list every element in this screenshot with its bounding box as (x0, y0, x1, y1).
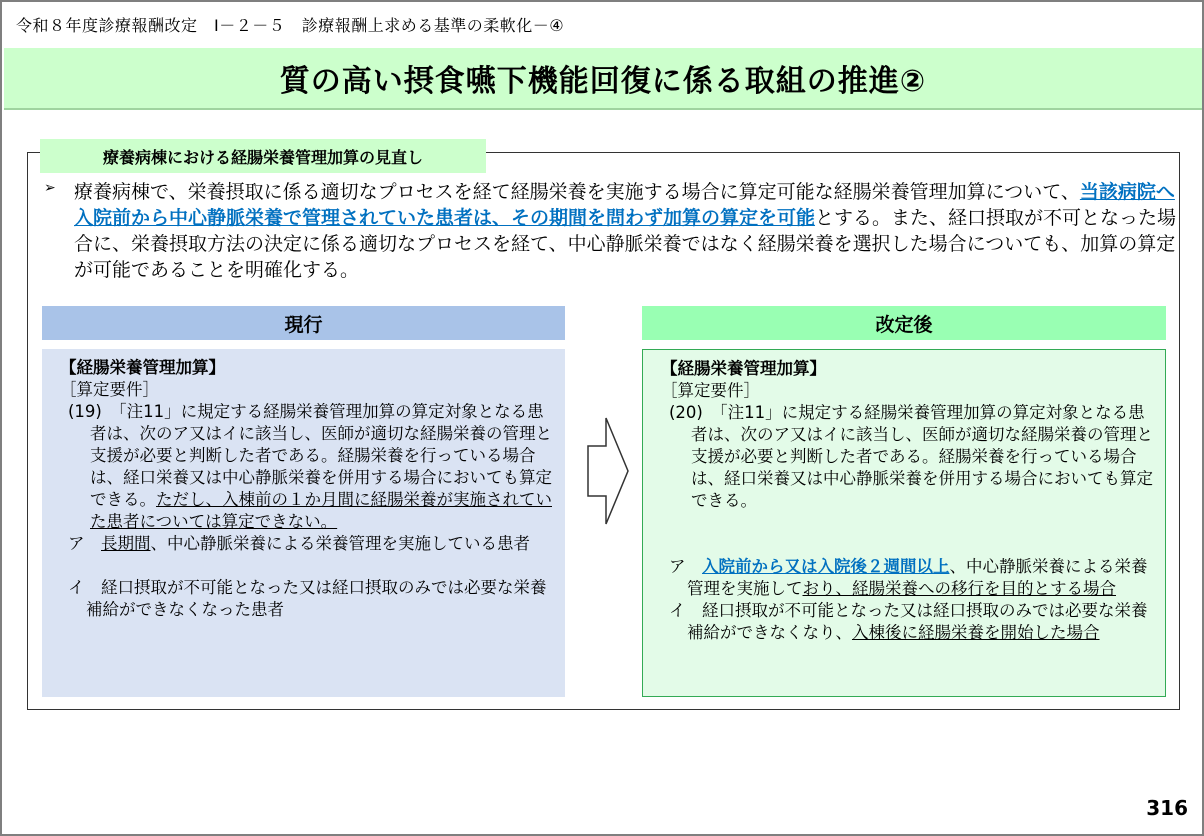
current-item-b: イ 経口摂取が不可能となった又は経口摂取のみでは必要な栄養補給ができなくなった患者 (68, 578, 547, 619)
current-a-underlined: 長期間 (101, 534, 151, 553)
summary-highlight: 当該病院へ入院前から中心静脈栄養で管理されていた患者は、その期間を問わず加算の算定を可能 (74, 181, 1175, 229)
revised-box (642, 349, 1166, 697)
current-item-a (60, 533, 553, 555)
current-a-text: 、中心静脈栄養による栄養管理を実施している患者 (150, 534, 530, 553)
header-label: 令和８年度診療報酬改定 Ⅰ－２－５ 診療報酬上求める基準の柔軟化－④ (16, 16, 565, 35)
revised-item-20: (20) 「注11」に規定する経腸栄養管理加算の算定対象となる患者は、次のア又はイに該当し、医師が適切な経腸栄養の管理と支援が必要と判断した者である。経腸栄養を行っている場合は、経口栄養又は中心静脈栄養を併用する場合においても算定できる。 (669, 403, 1153, 510)
summary-text (74, 179, 1184, 283)
current-heading: 現行 (42, 306, 565, 340)
current-requirement-label: ［算定要件］ (60, 380, 159, 399)
revised-box-title: 【経腸栄養管理加算】 (661, 359, 826, 378)
current-item-text: (19) 「注11」に規定する経腸栄養管理加算の算定対象となる患者は、次のア又はイに該当し、医師が適切な経腸栄養の管理と支援が必要と判断した者である。経腸栄養を行っている場合は、経口栄養又は中心静脈栄養を併用する場合においても算定できる。 (68, 402, 552, 509)
current-item-underlined: ただし、入棟前の１か月間に経腸栄養が実施されていた患者については算定できない。 (90, 490, 552, 531)
revised-requirement-label: ［算定要件］ (661, 381, 760, 400)
page-number: 316 (1146, 796, 1188, 820)
revised-heading: 改定後 (642, 306, 1166, 340)
current-box (42, 349, 565, 697)
revised-b-underlined: 入棟後に経腸栄養を開始した場合 (852, 623, 1100, 642)
revised-a-underlined: おり、経腸栄養への移行を目的とする場合 (802, 579, 1116, 598)
revised-a-text: 、中心静脈栄養による栄養管理を実施して (687, 557, 1148, 598)
revised-item-b (661, 600, 1153, 644)
summary-part2: とする。また、経口摂取が不可となった場合に、栄養摂取方法の決定に係る適切なプロセスを経て、中心静脈栄養ではなく経腸栄養を選択した場合についても、加算の算定が可能であることを明確化する。 (74, 207, 1177, 281)
summary-part1: 療養病棟で、栄養摂取に係る適切なプロセスを経て経腸栄養を実施する場合に算定可能な経腸栄養管理加算について、 (74, 181, 1080, 203)
current-box-title: 【経腸栄養管理加算】 (60, 358, 225, 377)
section-tab: 療養病棟における経腸栄養管理加算の見直し (40, 139, 486, 173)
bullet-icon: ➢ (44, 180, 56, 196)
current-a-prefix: ア (68, 534, 101, 553)
revised-a-prefix: ア (669, 557, 702, 576)
current-item-19 (60, 401, 553, 533)
right-arrow-icon (586, 416, 630, 526)
revised-a-highlight: 入院前から又は入院後２週間以上 (702, 557, 950, 576)
page-title: 質の高い摂食嚥下機能回復に係る取組の推進② (279, 64, 927, 99)
title-bar (4, 48, 1202, 110)
revised-item-a (661, 556, 1153, 600)
revised-b-text: イ 経口摂取が不可能となった又は経口摂取のみでは必要な栄養補給ができなくなり、 (669, 601, 1148, 642)
